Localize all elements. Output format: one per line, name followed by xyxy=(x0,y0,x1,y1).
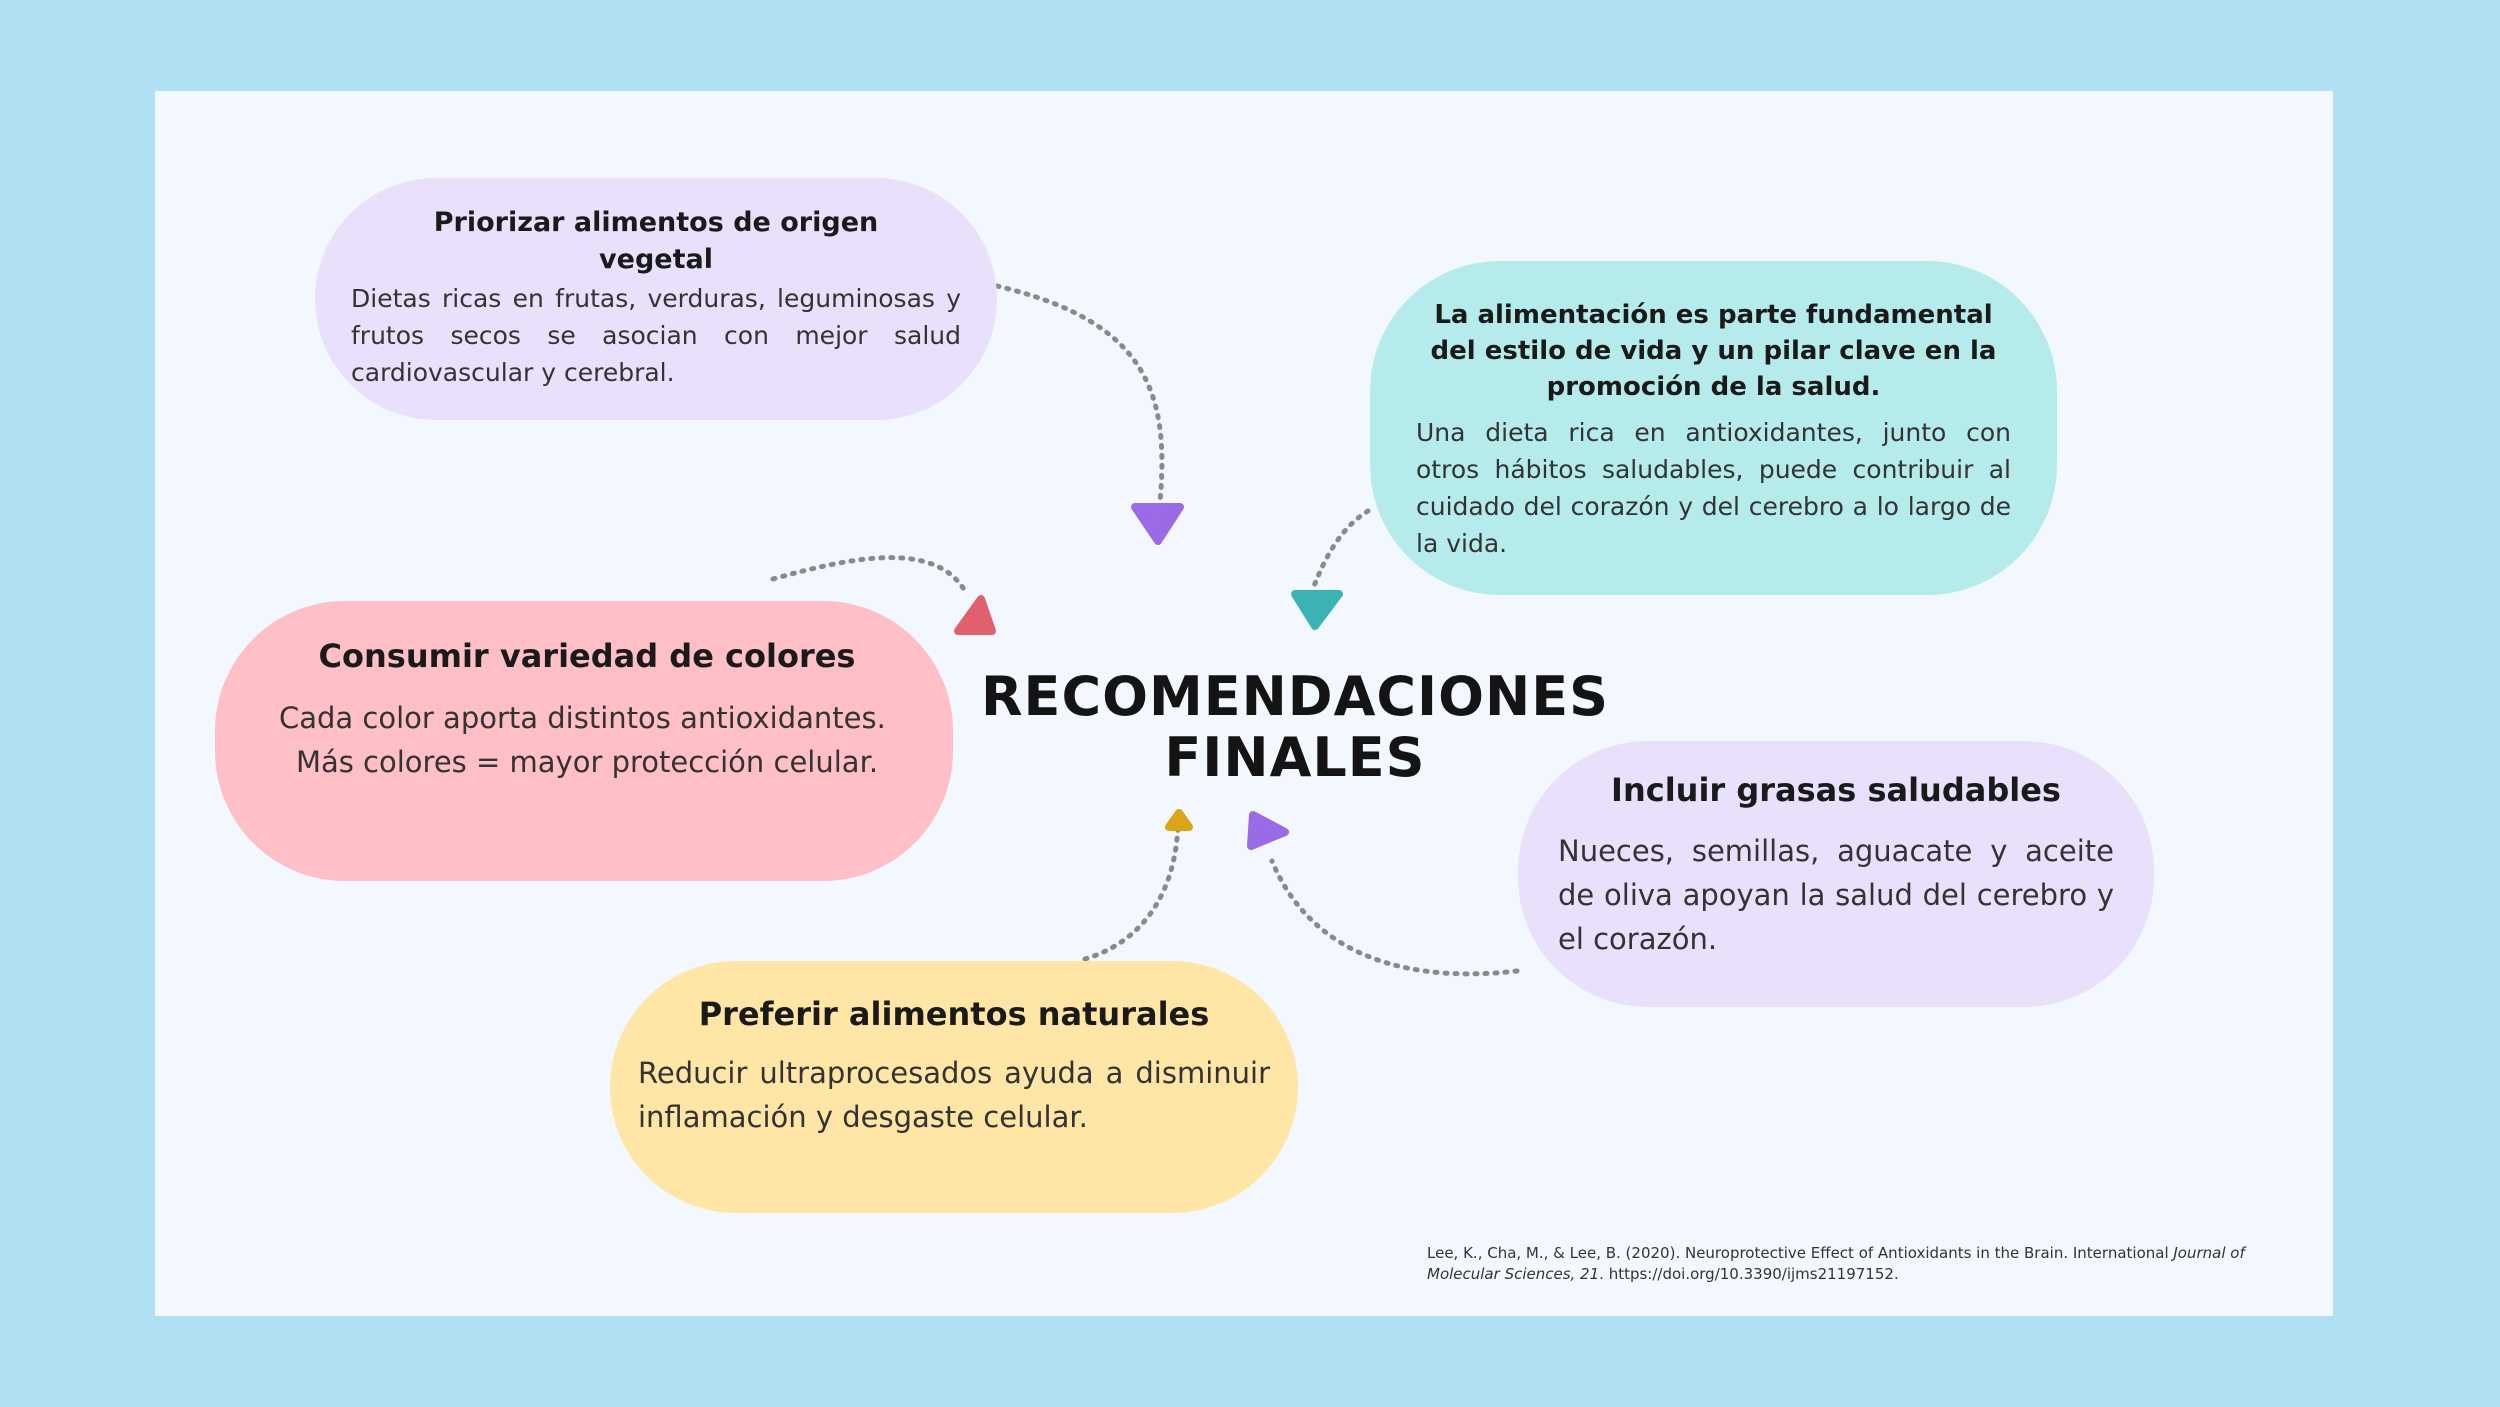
citation-doi: . https://doi.org/10.3390/ijms21197152. xyxy=(1599,1265,1899,1283)
arrowhead-gold xyxy=(1169,813,1189,827)
card-color-variety xyxy=(215,601,953,881)
connector-plant xyxy=(997,286,1162,501)
page-title: RECOMENDACIONES FINALES xyxy=(980,665,1610,789)
card-body: Dietas ricas en frutas, verduras, leguminosas y frutos secos se asocian con mejor salud cardiovascular y cerebral. xyxy=(351,284,961,387)
card-plant-based xyxy=(315,178,997,420)
card-healthy-fats xyxy=(1518,741,2154,1007)
card-body: Nueces, semillas, aguacate y aceite de oliva apoyan la salud del cerebro y el corazón. xyxy=(1558,834,2114,956)
card-heading: La alimentación es parte fundamental del estilo de vida y un pilar clave en la promoción de la salud. xyxy=(1430,300,1997,402)
card-diet-lifestyle xyxy=(1370,261,2057,595)
citation xyxy=(1427,1243,2287,1285)
card-heading: Preferir alimentos naturales xyxy=(698,995,1210,1033)
connector-diet xyxy=(1312,511,1368,591)
card-body: Cada color aporta distintos antioxidantes. xyxy=(279,701,886,735)
connector-fats xyxy=(1272,861,1517,974)
card-body-line2: Más colores = mayor protección celular. xyxy=(295,745,879,779)
card-heading: Priorizar alimentos de origen vegetal xyxy=(433,207,879,275)
arrowhead-purple-down xyxy=(1135,507,1180,541)
connector-natural xyxy=(1085,826,1178,959)
arrowhead-purple-up xyxy=(1251,815,1285,846)
arrowhead-teal xyxy=(1295,594,1339,626)
arrowhead-red xyxy=(958,599,992,631)
connector-colors xyxy=(773,558,965,591)
card-body: Una dieta rica en antioxidantes, junto con otros hábitos saludables, puede contribuir al cuidado del corazón y del cerebro a lo largo de la vida. xyxy=(1416,418,2011,558)
card-heading: Incluir grasas saludables xyxy=(1611,771,2061,809)
card-heading: Consumir variedad de colores xyxy=(318,637,856,675)
citation-journal: Journal of Molecular Sciences, 21 xyxy=(1427,1244,2245,1283)
slide xyxy=(155,91,2333,1316)
card-natural-foods xyxy=(610,961,1298,1213)
citation-text: Lee, K., Cha, M., & Lee, B. (2020). Neuroprotective Effect of Antioxidants in the Brain. International xyxy=(1427,1244,2174,1262)
card-body: Reducir ultraprocesados ayuda a disminuir inflamación y desgaste celular. xyxy=(638,1056,1270,1134)
